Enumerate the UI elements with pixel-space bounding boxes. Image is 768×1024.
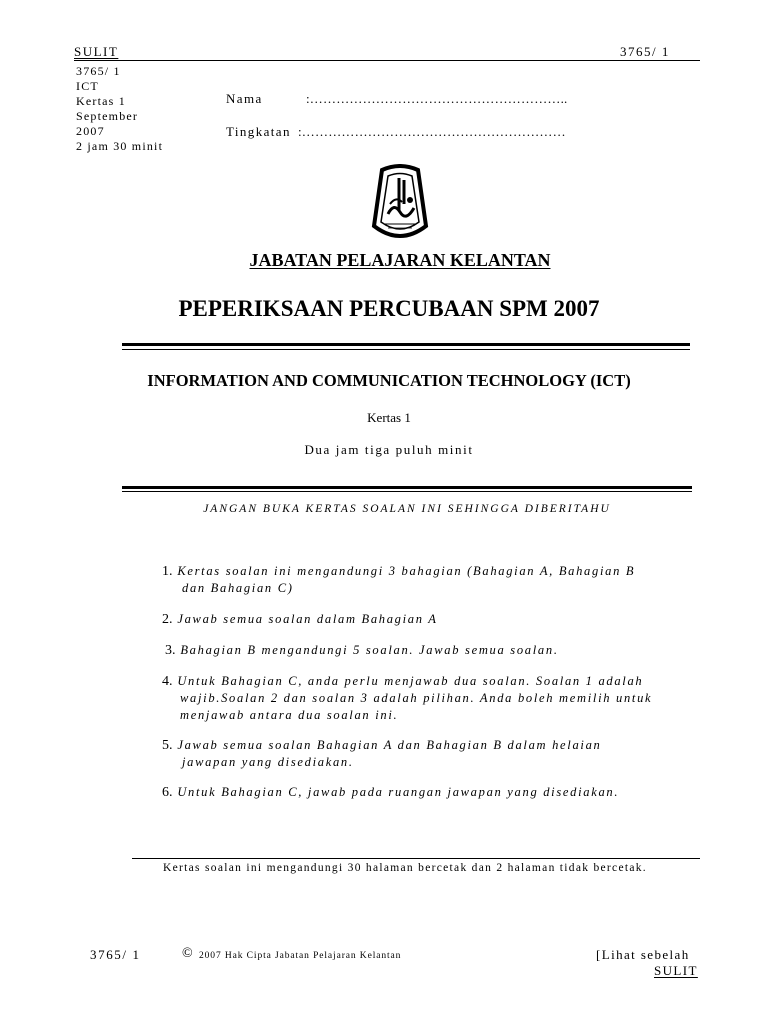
paper-info-duration: 2 jam 30 minit [76,139,164,153]
copyright-text: 2007 Hak Cipta Jabatan Pelajaran Kelantan [199,951,402,961]
paper-code: 3765/ 1 [620,44,670,59]
form-field[interactable]: :…………………………………………………… [298,124,566,139]
subject-rule-thin [122,491,692,492]
paper-info-subject: ICT [76,79,99,93]
duration-label: Dua jam tiga puluh minit [304,442,474,457]
paper-info-month: September [76,109,139,123]
paper-info-paper: Kertas 1 [76,94,126,108]
title-rule-thin [122,349,690,350]
copyright-icon: © [182,946,193,961]
paper-info-year: 2007 [76,124,105,138]
instruction-5: 5. Jawab semua soalan Bahagian A dan Bahagian B dalam helaian jawapan yang disediakan. [162,738,602,769]
note-rule [132,858,700,859]
instruction-4: 4. Untuk Bahagian C, anda perlu menjawab dua soalan. Soalan 1 adalah wajib.Soalan 2 dan soalan 3 adalah pilihan. Anda boleh memilih untuk menjawab antara dua soalan ini. [162,674,653,722]
page-count-note: Kertas soalan ini mengandungi 30 halaman bercetak dan 2 halaman tidak bercetak. [163,862,647,874]
turn-over-note: [Lihat sebelah [596,947,690,962]
instruction-6: 6. Untuk Bahagian C, jawab pada ruangan jawapan yang disediakan. [162,785,620,800]
subject-title: INFORMATION AND COMMUNICATION TECHNOLOGY (ICT) [147,371,631,390]
paper-info-code: 3765/ 1 [76,64,121,78]
name-field[interactable]: :………………………………………………….. [306,91,568,106]
confidential-label: SULIT [74,44,119,59]
paper-info-block [76,64,163,154]
footer-confidential-label: SULIT [654,963,698,978]
state-education-crest-icon [368,164,432,244]
paper-label: Kertas 1 [367,410,411,425]
instruction-2: 2. Jawab semua soalan dalam Bahagian A [162,612,438,627]
form-label: Tingkatan [226,124,291,139]
name-label: Nama [226,91,263,106]
department-title: JABATAN PELAJARAN KELANTAN [249,250,551,270]
do-not-open-warning: JANGAN BUKA KERTAS SOALAN INI SEHINGGA DIBERITAHU [203,503,611,515]
title-rule-thick [122,343,690,346]
instruction-1: 1. Kertas soalan ini mengandungi 3 bahagian (Bahagian A, Bahagian B dan Bahagian C) [162,564,636,595]
subject-rule-thick [122,486,692,489]
exam-title: PEPERIKSAAN PERCUBAAN SPM 2007 [178,296,600,321]
header-rule [74,60,700,61]
footer-code: 3765/ 1 [90,947,141,962]
instruction-3: 3. Bahagian B mengandungi 5 soalan. Jawab semua soalan. [165,643,559,658]
